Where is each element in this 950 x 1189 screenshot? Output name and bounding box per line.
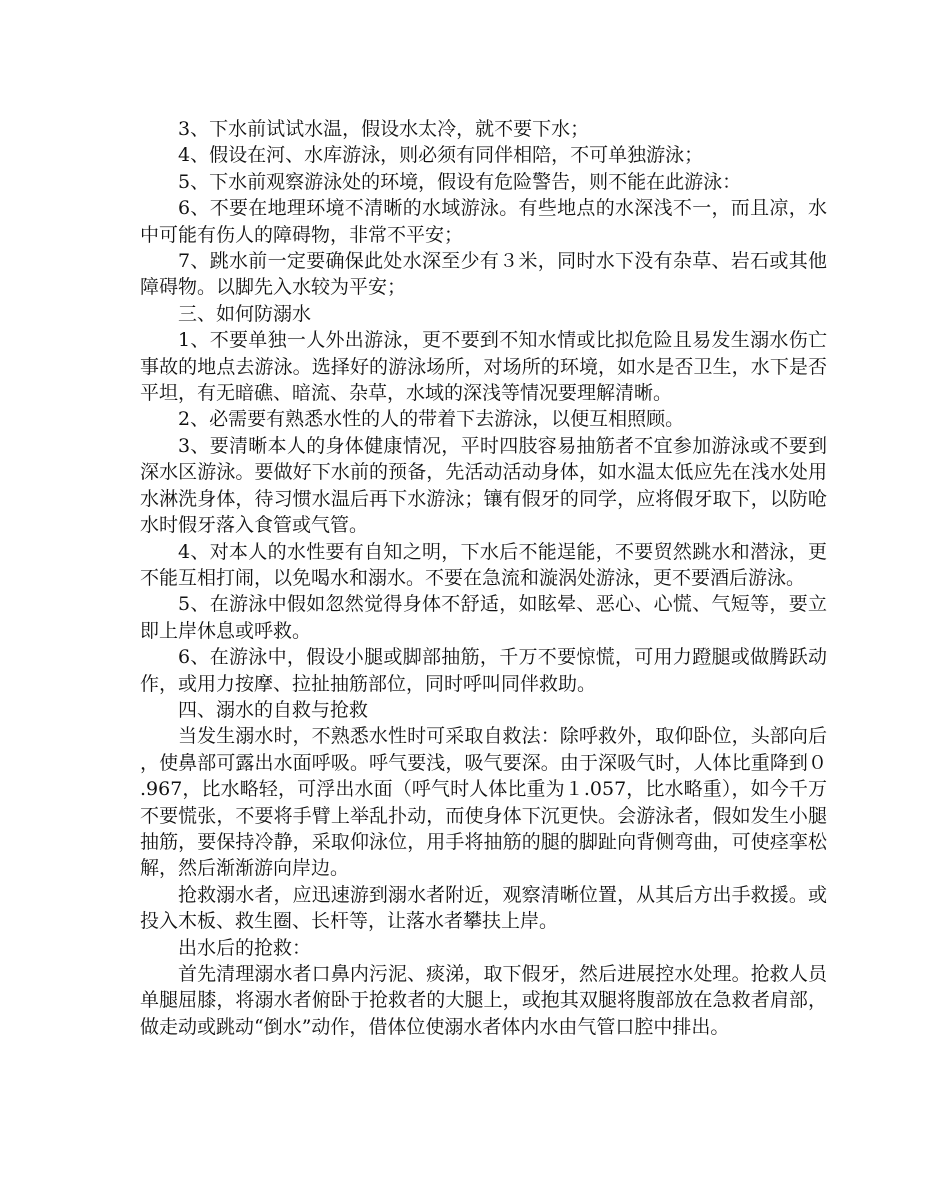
paragraph-item-5: 5、下水前观察游泳处的环境，假设有危险警告，则不能在此游泳： — [178, 170, 742, 193]
paragraph-prevention-1: 1、不要单独一人外出游泳，更不要到不知水情或比拟危险且易发生溺水伤亡事故的地点去游泳。选择好的游泳场所，对场所的环境，如水是否卫生，水下是否平坦，有无暗礁、暗流、杂草，水域的深浅等情况要理解清晰。 — [140, 329, 827, 405]
paragraph-prevention-6: 6、在游泳中，假设小腿或脚部抽筋，千万不要惊慌，可用力蹬腿或做腾跃动作，或用力按摩、拉扯抽筋部位，同时呼叫同伴救助。 — [140, 646, 827, 695]
paragraph-after-water: 首先清理溺水者口鼻内污泥、痰涕，取下假牙，然后进展控水处理。抢救人员单腿屈膝，将溺水者俯卧于抢救者的大腿上，或抱其双腿将腹部放在急救者肩部，做走动或跳动“倒水”动作，借体位使溺水者体内水由气管口腔中排出。 — [140, 963, 827, 1038]
section-heading-rescue: 四、溺水的自救与抢救 — [178, 698, 369, 721]
paragraph-rescue-others: 抢救溺水者，应迅速游到溺水者附近，观察清晰位置，从其后方出手救援。或投入木板、救生圈、长杆等，让落水者攀扶上岸。 — [140, 883, 827, 933]
paragraph-prevention-2: 2、必需要有熟悉水性的人的带着下去游泳，以便互相照顾。 — [178, 408, 685, 431]
document-page — [140, 116, 827, 1040]
paragraph-prevention-3: 3、要清晰本人的身体健康情况，平时四肢容易抽筋者不宜参加游泳或不要到深水区游泳。要做好下水前的预备，先活动活动身体，如水温太低应先在浅水处用水淋洗身体，待习惯水温后再下水游泳；镶有假牙的同学，应将假牙取下，以防呛水时假牙落入食管或气管。 — [140, 434, 827, 537]
subheading-after-water: 出水后的抢救： — [178, 936, 312, 959]
paragraph-prevention-5: 5、在游泳中假如忽然觉得身体不舒适，如眩晕、恶心、心慌、气短等，要立即上岸休息或呼救。 — [140, 593, 827, 642]
paragraph-prevention-4: 4、对本人的水性要有自知之明，下水后不能逞能，不要贸然跳水和潜泳，更不能互相打闹，以免喝水和溺水。不要在急流和漩涡处游泳，更不要酒后游泳。 — [140, 540, 827, 589]
paragraph-self-rescue: 当发生溺水时，不熟悉水性时可采取自救法：除呼救外，取仰卧位，头部向后，使鼻部可露出水面呼吸。呼气要浅，吸气要深。由于深吸气时，人体比重降到０.967，比水略轻，可浮出水面（呼气时人体比重为１.057，比水略重），如今千万不要慌张，不要将手臂上举乱扑动，而使身体下沉更快。会游泳者，假如发生小腿抽筋，要保持冷静，采取仰泳位，用手将抽筋的腿的脚趾向背侧弯曲，可使痉挛松解，然后渐渐游向岸边。 — [140, 725, 827, 880]
paragraph-item-4: 4、假设在河、水库游泳，则必须有同伴相陪，不可单独游泳； — [178, 144, 704, 167]
section-heading-prevention: 三、如何防溺水 — [178, 302, 312, 325]
paragraph-item-3: 3、下水前试试水温，假设水太冷，就不要下水； — [178, 118, 590, 140]
paragraph-item-7: 7、跳水前一定要确保此处水深至少有３米，同时水下没有杂草、岩石或其他障碍物。以脚先入水较为平安； — [140, 250, 827, 299]
paragraph-item-6: 6、不要在地理环境不清晰的水域游泳。有些地点的水深浅不一，而且凉，水中可能有伤人的障碍物，非常不平安； — [140, 197, 827, 246]
